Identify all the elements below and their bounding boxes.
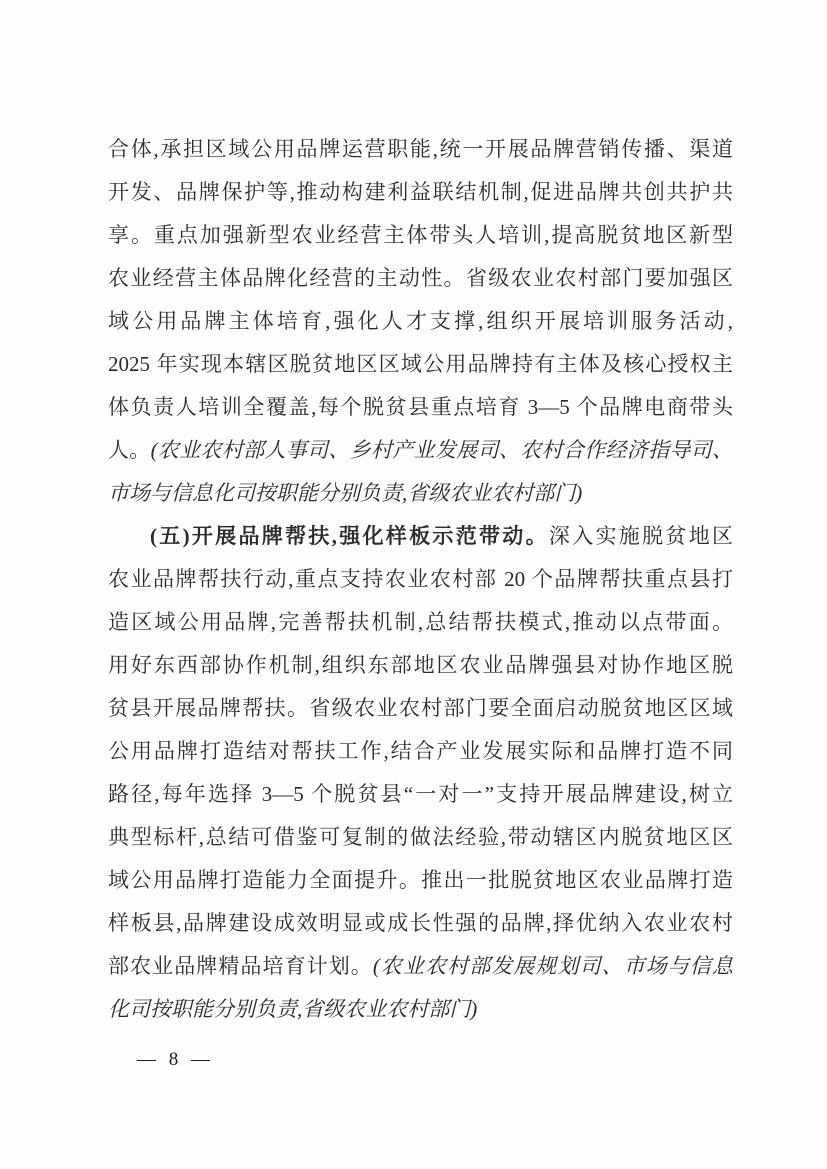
body-text: 路径,每年选择 3—5 个脱贫县“一对一”支持开展品牌建设,树立 xyxy=(108,782,733,806)
body-text: 享。重点加强新型农业经营主体带头人培训,提高脱贫地区新型 xyxy=(108,223,733,247)
body-text: 开发、品牌保护等,推动构建利益联结机制,促进品牌共创共护共 xyxy=(108,180,733,204)
text-line xyxy=(108,644,733,687)
body-text: 农业品牌帮扶行动,重点支持农业农村部 20 个品牌帮扶重点县打 xyxy=(108,567,733,591)
text-line xyxy=(108,343,733,386)
body-text: 公用品牌打造结对帮扶工作,结合产业发展实际和品牌打造不同 xyxy=(108,739,733,763)
text-line xyxy=(108,429,733,472)
text-line xyxy=(108,902,733,945)
body-text: 贫县开展品牌帮扶。省级农业农村部门要全面启动脱贫地区区域 xyxy=(108,696,733,720)
text-line xyxy=(108,945,733,988)
text-line xyxy=(108,300,733,343)
text-line xyxy=(108,171,733,214)
text-line xyxy=(108,386,733,429)
section-heading: (五)开展品牌帮扶,强化样板示范带动。 xyxy=(150,524,549,548)
body-text: 农业经营主体品牌化经营的主动性。省级农业农村部门要加强区 xyxy=(108,266,733,290)
attribution-text: (农业农村部人事司、乡村产业发展司、农村合作经济指导司、 xyxy=(150,438,733,462)
body-text: 用好东西部协作机制,组织东部地区农业品牌强县对协作地区脱 xyxy=(108,653,733,677)
text-line xyxy=(108,687,733,730)
body-text: 典型标杆,总结可借鉴可复制的做法经验,带动辖区内脱贫地区区 xyxy=(108,825,733,849)
body-text: 体负责人培训全覆盖,每个脱贫县重点培育 3—5 个品牌电商带头 xyxy=(108,395,733,419)
body-text: 部农业品牌精品培育计划。 xyxy=(108,954,373,978)
text-line xyxy=(108,214,733,257)
text-line xyxy=(108,515,733,558)
body-text: 深入实施脱贫地区 xyxy=(548,524,733,548)
text-line xyxy=(108,859,733,902)
text-line xyxy=(108,601,733,644)
text-line xyxy=(108,773,733,816)
body-text: 域公用品牌打造能力全面提升。推出一批脱贫地区农业品牌打造 xyxy=(108,868,733,892)
text-line xyxy=(108,128,733,171)
body-text: 域公用品牌主体培育,强化人才支撑,组织开展培训服务活动, xyxy=(108,309,733,333)
text-line xyxy=(108,472,733,515)
text-line xyxy=(108,558,733,601)
attribution-text: 化司按职能分别负责,省级农业农村部门) xyxy=(108,997,478,1021)
attribution-text: 市场与信息化司按职能分别负责,省级农业农村部门) xyxy=(108,481,583,505)
text-line xyxy=(108,257,733,300)
body-text: 合体,承担区域公用品牌运营职能,统一开展品牌营销传播、渠道 xyxy=(108,137,733,161)
body-text: 人。 xyxy=(108,438,151,462)
text-line xyxy=(108,730,733,773)
body-text: 2025 年实现本辖区脱贫地区区域公用品牌持有主体及核心授权主 xyxy=(108,352,733,376)
page-number: — 8 — xyxy=(137,1049,214,1070)
body-text: 造区域公用品牌,完善帮扶机制,总结帮扶模式,推动以点带面。 xyxy=(108,610,733,634)
attribution-text: (农业农村部发展规划司、市场与信息 xyxy=(372,954,733,978)
document-body xyxy=(108,128,733,1031)
text-line xyxy=(108,988,733,1031)
text-line xyxy=(108,816,733,859)
body-text: 样板县,品牌建设成效明显或成长性强的品牌,择优纳入农业农村 xyxy=(108,911,733,935)
